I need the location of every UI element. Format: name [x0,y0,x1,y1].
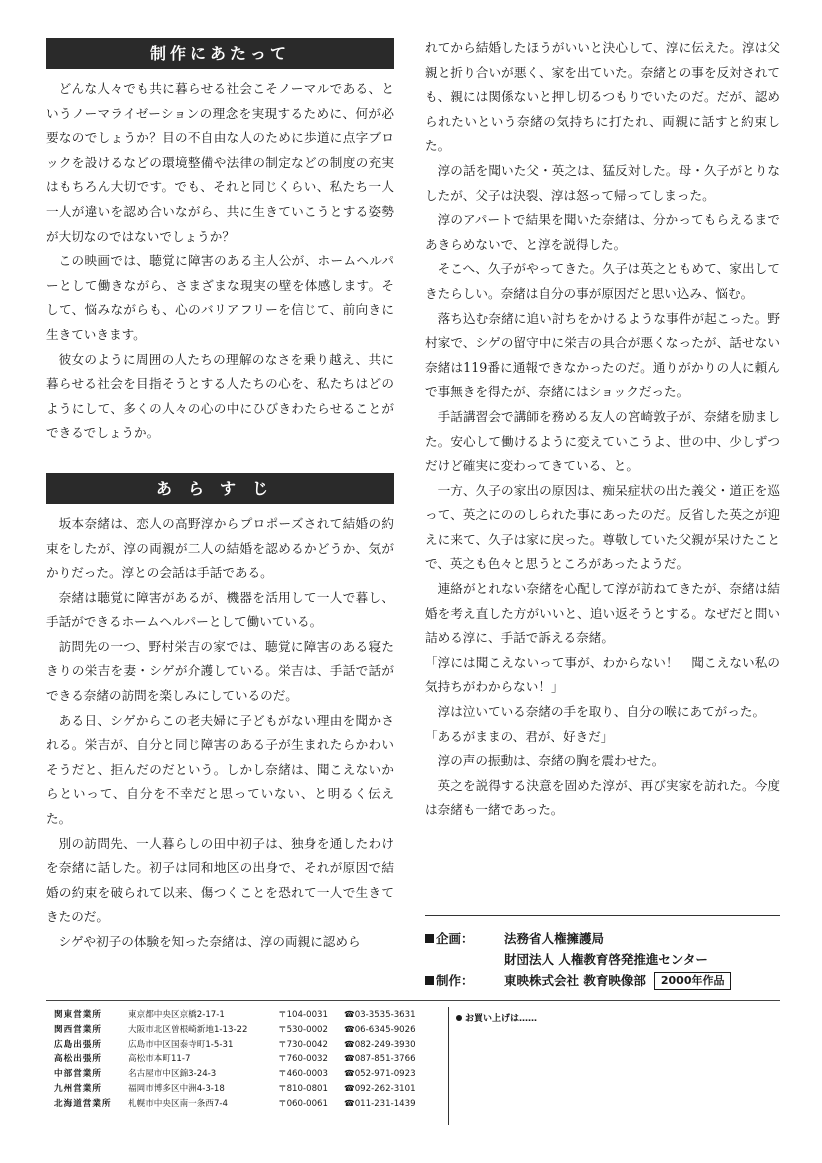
office-row [54,1008,444,1023]
synopsis-paragraph: シゲや初子の体験を知った奈緒は、淳の両親に認めら [58,934,361,949]
office-name: 北海道営業所 [54,1098,112,1109]
office-tel: ☎03-3535-3631 [344,1010,416,1020]
planning-label: 企画： [436,931,474,946]
synopsis-quote: 「あるがままの、君が、好きだ」 [425,728,614,744]
production-org: 東映株式会社 教育映像部 [504,973,646,988]
production-credit [425,970,780,991]
synopsis-paragraph: 訪問先の一つ、野村栄吉の家では、聴覚に障害のある寝たきりの栄吉を妻・シゲが介護している。栄吉は、手話で話ができる奈緒の訪問を楽しみにしているのだ。 [46,638,394,704]
office-zip: 〒760-0032 [278,1054,328,1065]
synopsis-paragraph: 手話講習会で講師を務める友人の宮崎敦子が、奈緒を励ました。安心して働けるように変えていこうよ、世の中、少しずつだけど確実に変わってきている、と。 [425,408,780,474]
office-address: 東京都中央区京橋2-17-1 [128,1010,225,1020]
planning-org: 法務省人権擁護局 [504,931,605,946]
synopsis-body-left [46,512,394,955]
office-address: 大阪市北区曽根崎新地1-13-22 [128,1024,248,1035]
synopsis-paragraph: 英之を説得する決意を固めた淳が、再び実家を訪れた。今度は奈緒も一緒であった。 [425,777,780,818]
office-tel: ☎052-971-0923 [344,1069,416,1080]
office-tel: ☎082-249-3930 [344,1039,416,1050]
office-tel: ☎087-851-3766 [344,1054,416,1065]
synopsis-paragraph: 連絡がとれない奈緒を心配して淳が訪ねてきたが、奈緒は結婚を考え直した方がいいと、追い返そうとする。なぜだと問い詰める淳に、手話で訴える奈緒。 [425,581,780,646]
office-row [54,1067,444,1082]
synopsis-paragraph: そこへ、久子がやってきた。久子は英之ともめて、家出してきたらしい。奈緒は自分の事が原因だと思い込み、悩む。 [425,261,780,301]
office-list [54,1008,444,1112]
bullet-dot-icon [456,1015,462,1021]
office-zip: 〒730-0042 [278,1039,328,1050]
office-zip: 〒060-0061 [278,1098,328,1109]
office-name: 中部営業所 [54,1069,102,1080]
office-tel: ☎06-6345-9026 [344,1024,416,1035]
purchase-note [456,1011,537,1024]
office-tel: ☎011-231-1439 [344,1098,416,1109]
office-name: 九州営業所 [54,1083,102,1094]
synopsis-paragraph: れてから結婚したほうがいいと決心して、淳に伝えた。淳は父親と折り合いが悪く、家を出ていた。奈緒との事を反対されても、親には関係ないと押し切るつもりでいたのだ。だが、認められたいという奈緒の気持ちに打たれ、両親に話すと約束した。 [425,40,780,154]
synopsis-paragraph: 淳は泣いている奈緒の手を取り、自分の喉にあてがった。 [437,704,766,720]
purchase-label: お買い上げは…… [465,1014,538,1024]
office-address: 高松市本町11-7 [128,1054,191,1065]
year-badge: 2000年作品 [654,972,732,990]
office-name: 高松出張所 [54,1054,102,1065]
office-zip: 〒460-0003 [278,1069,328,1080]
synopsis-paragraph: 別の訪問先、一人暮らしの田中初子は、独身を通したわけを奈緒に話した。初子は同和地区の出身で、それが原因で結婚の約束を破られて以来、傷つくことを恐れて一人で生きてきたのだ。 [46,835,394,925]
square-bullet-icon [425,976,434,985]
synopsis-paragraph: ある日、シゲからこの老夫婦に子どもがない理由を聞かされる。栄吉が、自分と同じ障害のある子が生まれたらかわいそうだと、拒んだのだという。しかし奈緒は、聞こえないからといって、自分を不幸だと思っていない、と明るく伝えた。 [46,712,394,827]
office-zip: 〒104-0031 [278,1010,328,1020]
synopsis-paragraph: 坂本奈緒は、恋人の高野淳からプロポーズされて結婚の約束をしたが、淳の両親が二人の結婚を認めるかどうか、気がかりだった。淳との会話は手話である。 [46,515,394,581]
planning-credit [425,928,780,949]
office-row [54,1038,444,1053]
sales-office-footer [46,1000,780,1132]
synopsis-paragraph: 奈緒は聴覚に障害があるが、機器を活用して一人で暮し、手話ができるホームヘルパーとして働いている。 [46,589,394,630]
office-row [54,1082,444,1097]
office-row [54,1052,444,1067]
office-address: 札幌市中央区南一条西7-4 [128,1098,228,1109]
office-zip: 〒530-0002 [278,1024,328,1035]
office-zip: 〒810-0801 [278,1083,328,1094]
office-address: 福岡市博多区中洲4-3-18 [128,1083,225,1094]
office-tel: ☎092-262-3101 [344,1083,416,1094]
office-row [54,1097,444,1112]
synopsis-quote: 「淳には聞こえないって事が、わからない！ 聞こえない私の気持ちがわからない！」 [425,654,780,695]
office-name: 関東営業所 [54,1010,102,1020]
office-address: 広島市中区国泰寺町1-5-31 [128,1039,234,1050]
synopsis-paragraph: 淳の話を聞いた父・英之は、猛反対した。母・久子がとりなしたが、父子は決裂、淳は怒って帰ってしまった。 [425,162,780,203]
planning-org-2: 財団法人 人権教育啓発推進センター [504,952,708,967]
credits-block [425,915,780,991]
production-label: 制作： [436,973,474,988]
left-column [46,38,394,955]
footer-divider [448,1007,449,1125]
office-name: 関西営業所 [54,1024,102,1035]
synopsis-paragraph: 一方、久子の家出の原因は、痴呆症状の出た義父・道正を巡って、英之にののしられた事にあったのだ。反省した英之が迎えに来て、久子は家に戻った。尊敬していた父親が呆けたことで、英之も色々と思うところがあったようだ。 [425,482,780,572]
intro-paragraph: この映画では、聴覚に障害のある主人公が、ホームヘルパーとして働きながら、さまざまな現実の壁を体感します。そして、悩みながらも、心のバリアフリーを信じて、前向きに生きていきます。 [46,253,394,342]
synopsis-paragraph: 淳のアパートで結果を聞いた奈緒は、分かってもらえるまであきらめないで、と淳を説得した。 [425,212,780,252]
office-address: 名古屋市中区錦3-24-3 [128,1069,217,1080]
intro-body [46,77,394,446]
office-row [54,1023,444,1038]
intro-paragraph: 彼女のように周囲の人たちの理解のなさを乗り越え、共に暮らせる社会を目指そうとする人たちの心を、私たちはどのようにして、多くの人々の心の中にひびきわたらせることができるでしょうか。 [46,351,394,441]
synopsis-paragraph: 淳の声の振動は、奈緒の胸を震わせた。 [437,753,665,769]
square-bullet-icon [425,934,434,943]
synopsis-paragraph: 落ち込む奈緒に追い討ちをかけるような事件が起こった。野村家で、シゲの留守中に栄吉の具合が悪くなったが、話せない奈緒は119番に通報できなかったのだ。通りがかりの人に頼んで事無きを得たが、奈緒にはショックだった。 [425,310,780,400]
intro-paragraph: どんな人々でも共に暮らせる社会こそノーマルである、というノーマライゼーションの理念を実現するために、何が必要なのでしょうか？目の不自由な人のために歩道に点字ブロックを設けるなどの環境整備や法律の制定などの制度の充実はもちろん大切です。でも、それと同じくらい、私たち一人一人が違いを認め合いながら、共に生きていこうとする姿勢が大切なのではないでしょうか？ [46,81,394,244]
right-column [425,36,780,823]
synopsis-heading: あらすじ [46,473,394,504]
office-name: 広島出張所 [54,1039,102,1050]
intro-heading: 制作にあたって [46,38,394,69]
